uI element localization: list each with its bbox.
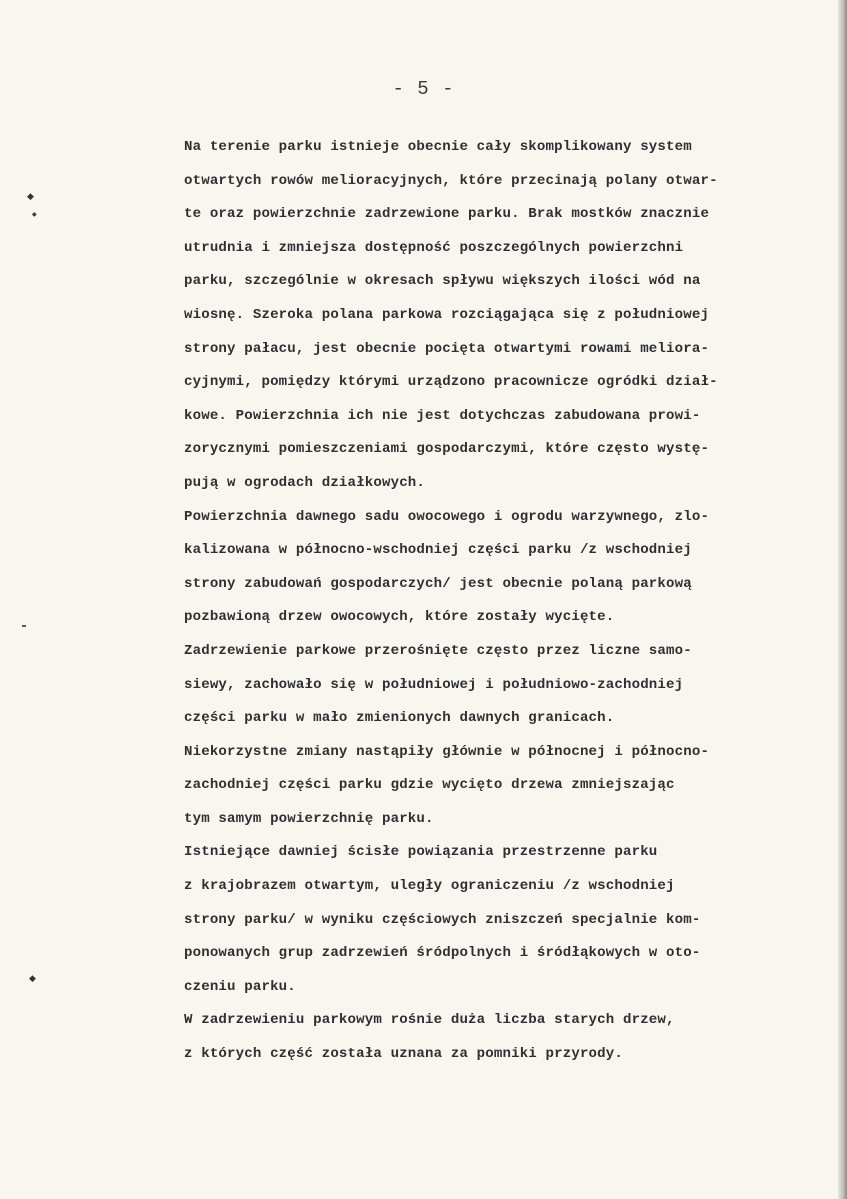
margin-mark: ◆ [29, 974, 36, 984]
text-line: Niekorzystne zmiany nastąpiły głównie w północnej i północno- [184, 743, 710, 760]
text-line: Na terenie parku istnieje obecnie cały skomplikowany system [184, 139, 692, 155]
text-line: cyjnymi, pomiędzy którymi urządzono pracownicze ogródki dział- [184, 374, 718, 391]
text-line: tym samym powierzchnię parku. [184, 810, 434, 827]
text-line: Istniejące dawniej ścisłe powiązania przestrzenne parku [184, 844, 658, 861]
text-line: kalizowana w północno-wschodniej części parku /z wschodniej [184, 542, 692, 559]
text-line: strony zabudowań gospodarczych/ jest obecnie polaną parkową [184, 575, 692, 592]
page-edge-shadow [838, 0, 847, 1199]
text-line: ponowanych grup zadrzewień śródpolnych i śródłąkowych w oto- [184, 945, 701, 962]
text-line: części parku w mało zmienionych dawnych granicach. [184, 710, 615, 727]
text-line: te oraz powierzchnie zadrzewione parku. Brak mostków znacznie [184, 206, 710, 223]
text-line: czeniu parku. [184, 978, 296, 995]
margin-mark: ◆ [27, 192, 34, 202]
text-line: z których część została uznana za pomniki przyrody. [184, 1046, 623, 1063]
text-line: W zadrzewieniu parkowym rośnie duża liczba starych drzew, [184, 1012, 675, 1029]
body-text [184, 131, 824, 1072]
margin-tick [22, 625, 26, 627]
text-line: strony parku/ w wyniku częściowych zniszczeń specjalnie kom- [184, 911, 701, 928]
text-line: zorycznymi pomieszczeniami gospodarczymi, które często wystę- [184, 441, 710, 458]
text-line: strony pałacu, jest obecnie pocięta otwartymi rowami meliora- [184, 340, 710, 357]
text-line: otwartych rowów melioracyjnych, które przecinają polany otwar- [184, 172, 718, 189]
text-line: parku, szczególnie w okresach spływu większych ilości wód na [184, 273, 701, 290]
text-line: wiosnę. Szeroka polana parkowa rozciągająca się z południowej [184, 306, 710, 323]
margin-mark: ◆ [32, 211, 37, 218]
text-line: kowe. Powierzchnia ich nie jest dotychczas zabudowana prowi- [184, 407, 701, 424]
text-line: zachodniej części parku gdzie wycięto drzewa zmniejszając [184, 777, 675, 794]
page-number: - 5 - [392, 78, 455, 100]
text-line: pują w ogrodach działkowych. [184, 474, 426, 491]
text-line: siewy, zachowało się w południowej i południowo-zachodniej [184, 676, 684, 693]
text-line: pozbawioną drzew owocowych, które zostały wycięte. [184, 609, 615, 626]
text-line: z krajobrazem otwartym, uległy ograniczeniu /z wschodniej [184, 878, 675, 895]
text-line: Powierzchnia dawnego sadu owocowego i ogrodu warzywnego, zlo- [184, 508, 710, 525]
text-line: utrudnia i zmniejsza dostępność poszczególnych powierzchni [184, 239, 684, 256]
text-line: Zadrzewienie parkowe przerośnięte często przez liczne samo- [184, 642, 692, 659]
